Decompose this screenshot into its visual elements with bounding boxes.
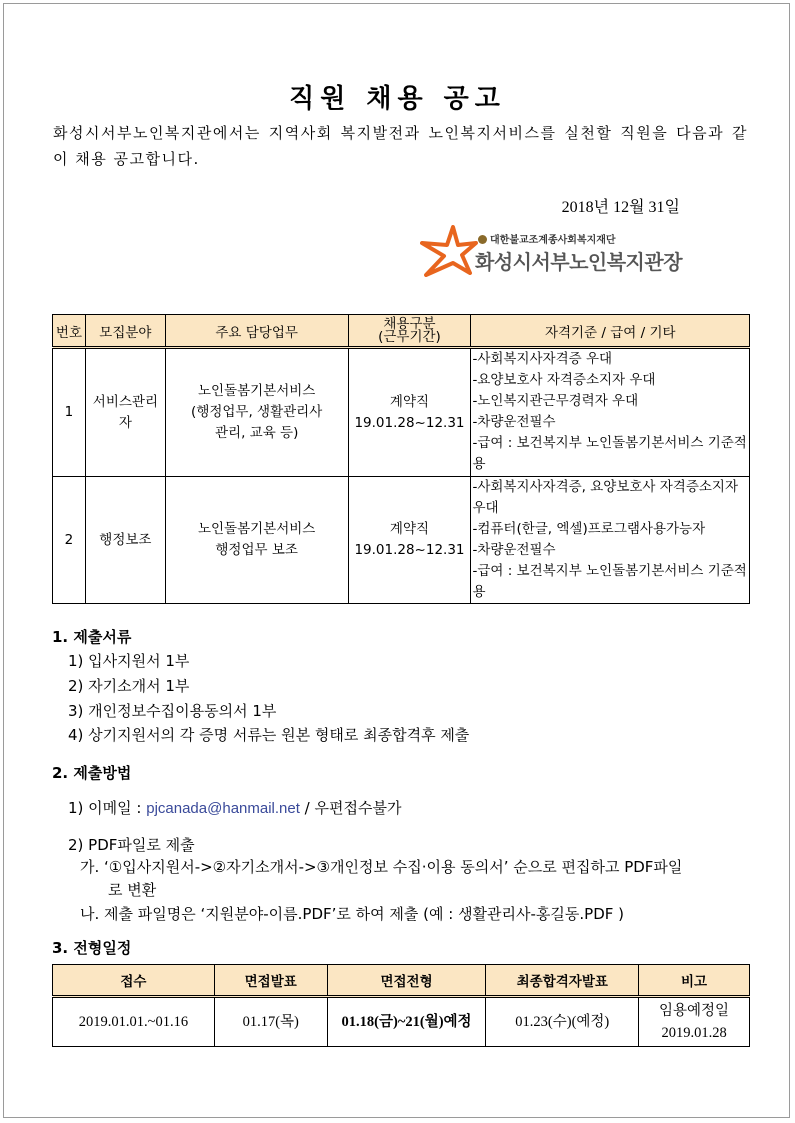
cell-interview-date: 01.18(금)~21(월)예정 [327,997,486,1047]
email-prefix: 1) 이메일 : [68,799,147,817]
email-line [68,797,401,818]
cell-note: 임용예정일 2019.01.28 [639,997,750,1047]
header-number: 번호 [53,315,86,348]
table-row [53,477,750,604]
row-number: 2 [53,477,86,604]
pdf-instruction-b: 나. 제출 파일명은 ‘지원분야-이름.PDF’로 하여 제출 (예 : 생활관리사-홍길동.PDF ) [80,905,625,923]
foundation-emblem-icon [478,235,487,244]
logo-foundation-text: 대한불교조계종사회복지재단 [490,235,616,246]
header-final-result: 최종합격자발표 [486,965,639,997]
document-item: 4) 상기지원서의 각 증명 서류는 원본 형태로 최종합격후 제출 [68,726,470,744]
cell-application-period: 2019.01.01.~01.16 [53,997,215,1047]
recruit-table [52,314,750,604]
notice-date: 2018년 12월 31일 [561,199,680,216]
row-number: 1 [53,348,86,477]
header-qualifications: 자격기준 / 급여 / 기타 [471,315,750,348]
intro-text: 화성시서부노인복지관에서는 지역사회 복지발전과 노인복지서비스를 실천할 직원을 다음과 같이 채용 공고합니다. [53,124,748,168]
row-qualifications [471,477,750,604]
header-duties: 주요 담당업무 [165,315,348,348]
document-item: 3) 개인정보수집이용동의서 1부 [68,702,277,720]
logo-org-name: 화성시서부노인복지관장 [475,250,683,274]
row-field: 서비스관리 자 [85,348,165,477]
pdf-instruction-a-cont: 로 변환 [108,881,157,899]
row-type: 계약직 19.01.28~12.31 [348,477,471,604]
qualification-item: -급여 : 보건복지부 노인돌봄기본서비스 기준적용 [472,435,747,472]
header-note: 비고 [639,965,750,997]
header-application: 접수 [53,965,215,997]
row-field: 행정보조 [85,477,165,604]
section-schedule-heading: 3. 전형일정 [52,939,132,957]
header-interview-notice: 면접발표 [214,965,327,997]
email-link[interactable]: pjcanada@hanmail.net [146,800,300,817]
document-item: 2) 자기소개서 1부 [68,677,190,695]
section-documents-heading: 1. 제출서류 [52,628,132,646]
section-method-heading: 2. 제출방법 [52,764,132,782]
qualification-item: -사회복지사자격증 우대 [472,351,613,367]
cell-interview-notice: 01.17(목) [214,997,327,1047]
star-logo-icon [420,225,478,277]
qualification-item: -컴퓨터(한글, 엑셀)프로그램사용가능자 [472,521,706,537]
schedule-table [52,964,750,1047]
qualification-item: -차량운전필수 [472,542,556,558]
header-field: 모집분야 [85,315,165,348]
page-title: 직원 채용 공고 [289,84,506,114]
logo-foundation-name [478,231,616,246]
header-type: 채용구분 (근무기간) [348,315,471,348]
row-duties: 노인돌봄기본서비스 행정업무 보조 [165,477,348,604]
header-interview: 면접전형 [327,965,486,997]
pdf-instruction-a: 가. ‘①입사지원서->②자기소개서->③개인정보 수집·이용 동의서’ 순으로 편집하고 PDF파일 [80,858,683,876]
table-row [53,997,750,1047]
qualification-item: -사회복지사자격증, 요양보호사 자격증소지자 우대 [472,479,738,516]
qualification-item: -급여 : 보건복지부 노인돌봄기본서비스 기준적용 [472,563,747,600]
row-type: 계약직 19.01.28~12.31 [348,348,471,477]
row-duties: 노인돌봄기본서비스 (행정업무, 생활관리사 관리, 교육 등) [165,348,348,477]
qualification-item: -요양보호사 자격증소지자 우대 [472,372,656,388]
email-suffix: / 우편접수불가 [299,799,402,817]
pdf-heading: 2) PDF파일로 제출 [68,836,195,854]
qualification-item: -차량운전필수 [472,414,556,430]
qualification-item: -노인복지관근무경력자 우대 [472,393,639,409]
cell-final-result-date: 01.23(수)(예정) [486,997,639,1047]
row-qualifications [471,348,750,477]
document-item: 1) 입사지원서 1부 [68,652,190,670]
table-row [53,348,750,477]
